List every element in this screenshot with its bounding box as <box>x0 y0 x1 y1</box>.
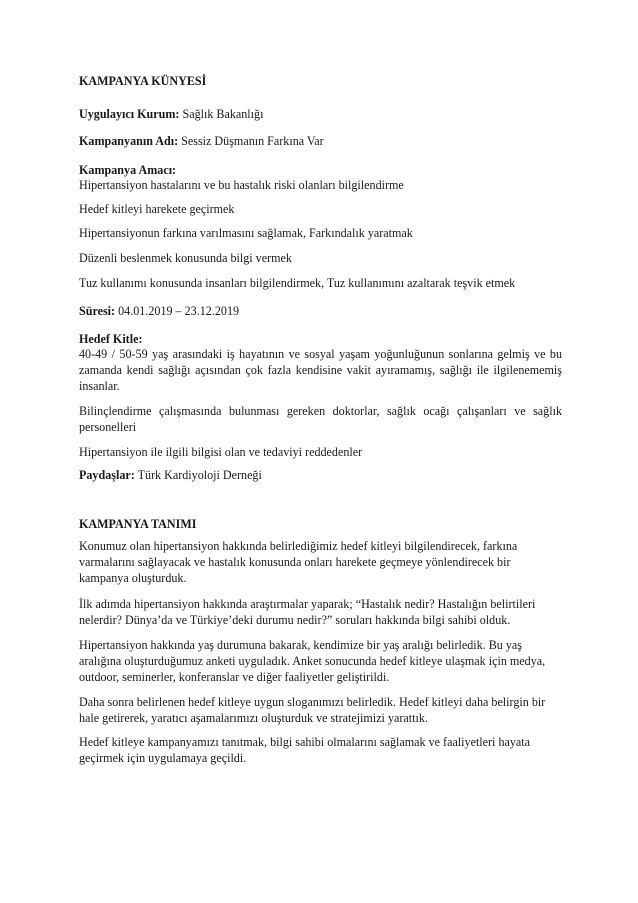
kunye-heading: KAMPANYA KÜNYESİ <box>79 74 207 88</box>
amac-label: Kampanya Amacı: <box>79 163 177 177</box>
kampanya-adi-value: Sessiz Düşmanın Farkına Var <box>181 134 324 148</box>
paydaslar-label: Paydaşlar: <box>79 468 135 482</box>
amac-item: Tuz kullanımı konusunda insanları bilgilendirmek, Tuz kullanımını azaltarak teşvik etmek <box>79 276 516 290</box>
kampanya-adi-row <box>79 133 562 149</box>
amac-item: Düzenli beslenmek konusunda bilgi vermek <box>79 251 292 265</box>
hedef-kitle-label: Hedef Kitle: <box>79 332 143 346</box>
tanim-paragraph: Daha sonra belirlenen hedef kitleye uygun sloganımızı belirledik. Hedef kitleyi daha belirgin bir hale getirerek, yaratıcı aşamalarımızı oluşturduk ve stratejimizi yarattık. <box>79 695 546 725</box>
kampanya-adi-label: Kampanyanın Adı: <box>79 134 179 148</box>
amac-item: Hipertansiyonun farkına varılmasını sağlamak, Farkındalık yaratmak <box>79 226 413 240</box>
uygulayici-row <box>79 106 562 122</box>
amac-item: Hipertansiyon hastalarını ve bu hastalık riski olanları bilgilendirme <box>79 178 404 192</box>
uygulayici-label: Uygulayıcı Kurum: <box>79 107 180 121</box>
sure-value: 04.01.2019 – 23.12.2019 <box>118 304 240 318</box>
sure-label: Süresi: <box>79 304 116 318</box>
hedef-kitle-item: 40-49 / 50-59 yaş arasındaki iş hayatının ve sosyal yaşam yoğunluğunun sonlarına gelmiş ve bu zamanda kendi sağlığı açısından çok fazla kendisine vakit ayıramamış, sağlığı ile ilgilenememiş insanlar. <box>79 347 562 393</box>
tanim-heading: KAMPANYA TANIMI <box>79 517 197 531</box>
hedef-kitle-item: Bilinçlendirme çalışmasında bulunması gereken doktorlar, sağlık ocağı çalışanları ve sağlık personelleri <box>79 404 562 434</box>
tanim-paragraph: İlk adımda hipertansiyon hakkında araştırmalar yaparak; “Hastalık nedir? Hastalığın belirtileri nelerdir? Dünya’da ve Türkiye’deki durumu nedir?” soruları hakkında bilgi sahibi olduk. <box>79 597 536 627</box>
paydaslar-value: Türk Kardiyoloji Derneği <box>137 468 262 482</box>
paydaslar-row <box>79 467 562 483</box>
tanim-paragraph: Konumuz olan hipertansiyon hakkında belirlediğimiz hedef kitleyi bilgilendirecek, farkına varmalarını sağlayacak ve hastalık konusunda onları harekete geçmeye yönlendirecek bir kampanya oluşturduk. <box>79 539 518 585</box>
uygulayici-value: Sağlık Bakanlığı <box>182 107 264 121</box>
tanim-paragraph: Hipertansiyon hakkında yaş durumuna bakarak, kendimize bir yaş aralığı belirledik. Bu yaş aralığına oluşturduğumuz anketi uyguladık. Anket sonucunda hedef kitleye ulaşmak için medya, outdoor, seminerler, konferanslar ve diğer faaliyetler geliştirildi. <box>79 638 546 684</box>
sure-row <box>79 303 562 319</box>
amac-item: Hedef kitleyi harekete geçirmek <box>79 202 235 216</box>
tanim-paragraph: Hedef kitleye kampanyamızı tanıtmak, bilgi sahibi olmalarını sağlamak ve faaliyetleri hayata geçirmek için uygulamaya geçildi. <box>79 735 531 765</box>
hedef-kitle-item: Hipertansiyon ile ilgili bilgisi olan ve tedaviyi reddedenler <box>79 445 363 459</box>
